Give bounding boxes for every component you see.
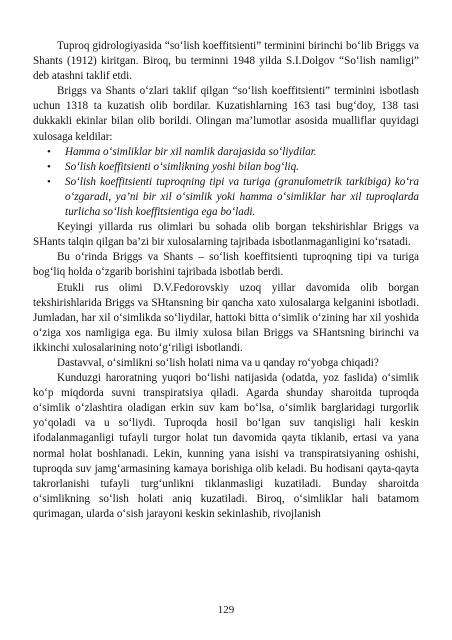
paragraph: Bu o‘rinda Briggs va Shants – so‘lish koeffitsienti tuproqning tipi va turiga bog‘liq holda o‘zgarib borishini tajribada isbotlab berdi. — [33, 251, 419, 279]
page-number: 129 — [217, 604, 235, 616]
list-item: • Hamma o‘simliklar bir xil namlik darajasida so‘liydilar. — [33, 145, 419, 160]
conclusions-list — [33, 145, 419, 220]
list-item: • So‘lish koeffitsienti o‘simlikning yoshi bilan bog‘liq. — [33, 160, 419, 175]
paragraph: Keyingi yillarda rus olimlari bu sohada olib borgan tekshirishlar Briggs va SHants talqin qilgan ba’zi bir xulosalarning tajribada isbotlanmaganligini ko‘rsatadi. — [33, 221, 419, 249]
paragraph: Tuproq gidrologiyasida “so‘lish koeffitsienti” terminini birinchi bo‘lib Briggs va Shants (1912) kiritgan. Biroq, bu terminni 1948 yilda S.I.Dolgov “So‘lish namligi” deb atashni taklif etdi. — [33, 40, 419, 83]
paragraph: Etukli rus olimi D.V.Fedorovskiy uzoq yillar davomida olib borgan tekshirishlarida Briggs va SHtansning bir qancha xato xulosalarga kelganini isbotladi. Jumladan, har xil o‘simlikda so‘liydilar, hattoki bitta o‘simlik o‘zining har xil yoshida o‘ziga xos namligiga ega. Bu ilmiy xulosa bilan Briggs va SHantsning birinchi va ikkinchi xulosalarining noto‘g‘riligi isbotlandi. — [33, 281, 419, 354]
paragraph: Kunduzgi haroratning yuqori bo‘lishi natijasida (odatda, yoz faslida) o‘simlik ko‘p miqdorda suvni transpiratsiya qiladi. Agarda shunday sharoitda tuproqda o‘simlik o‘zlashtira oladigan erkin suv kam bo‘lsa, o‘simlik barglaridagi turgorlik yo‘qoladi va u so‘liydi. Tuproqda hosil bo‘lgan suv tanqisligi hali keskin ifodalanmaganligi tufayli turgor holat tun davomida qayta tiklanib, ertasi va yana normal holat boshlanadi. Lekin, kunning yana isishi va transpiratsiyaning oshishi, tuproqda suv jamg‘armasining kamaya borishiga olib keladi. Bu hodisani qayta-qayta takrorlanishi tufayli turg‘unlikni tiklanmasligi kuzatiladi. Bunday sharoitda o‘simlikning so‘lish holati aniq kuzatiladi. Biroq, o‘simliklar hali batamom qurimagan, ularda o‘sish jarayoni keskin sekinlashib, rivojlanish — [33, 372, 419, 520]
paragraph: Dastavval, o‘simlikni so‘lish holati nima va u qanday ro‘yobga chiqadi? — [57, 356, 379, 369]
list-item: • So‘lish koeffitsienti tuproqning tipi va turiga (granulometrik tarkibiga) ko‘ra o‘zgaradi, ya’ni bir xil o‘simlik yoki hamma o‘simliklar har xil tuproqlarda turlicha so‘lish koeffitsientiga ega bo‘ladi. — [33, 175, 419, 220]
page-body — [33, 39, 419, 522]
paragraph: Briggs va Shants o‘zlari taklif qilgan “so‘lish koeffitsienti” terminini isbotlash uchun 1318 ta kuzatish olib bordilar. Kuzatishlarning 163 tasi bug‘doy, 138 tasi dukkakli ekinlar bilan olib borildi. Olingan ma’lumotlar asosida mualliflar quyidagi xulosaga keldilar: — [33, 85, 419, 143]
